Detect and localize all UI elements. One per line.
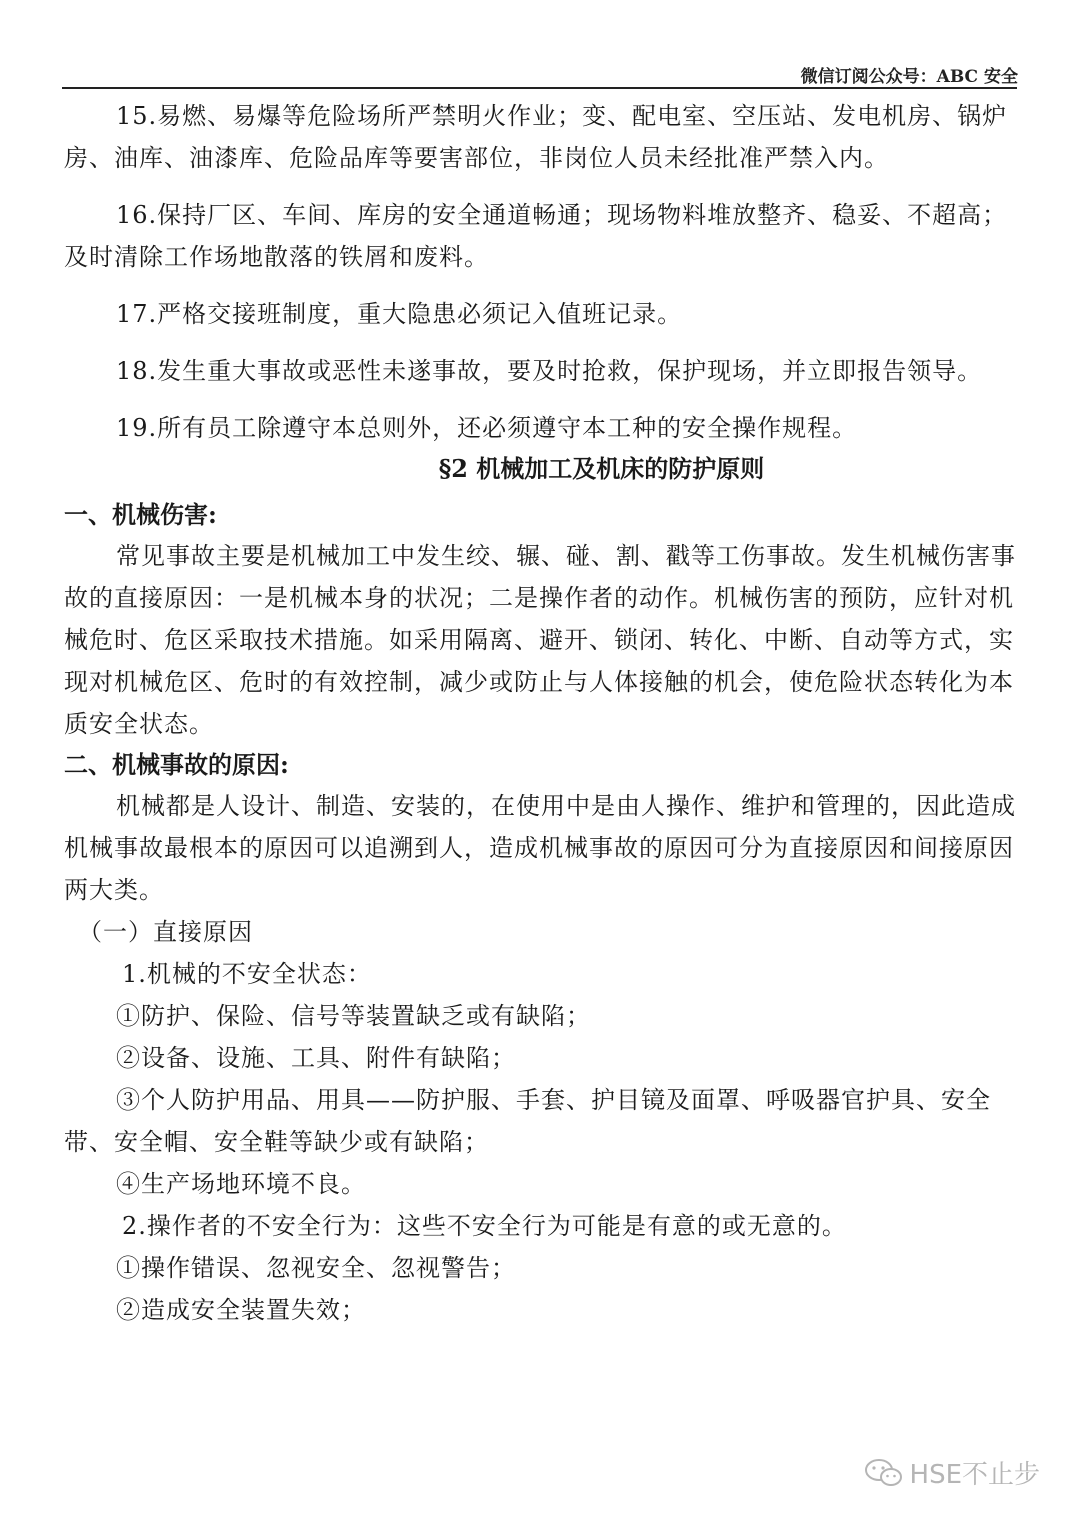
item1-list-item: ③个人防护用品、用具——防护服、手套、护目镜及面罩、呼吸器官护具、安全带、安全帽、安全鞋等缺少或有缺陷； (64, 1086, 991, 1156)
part2-body: 机械都是人设计、制造、安装的，在使用中是由人操作、维护和管理的，因此造成机械事故最根本的原因可以追溯到人，造成机械事故的原因可分为直接原因和间接原因两大类。 (64, 792, 1016, 904)
item1-list-item: ④生产场地环境不良。 (116, 1170, 366, 1198)
direct-cause-heading: （一）直接原因 (78, 918, 253, 946)
rule-16: 16.保持厂区、车间、库房的安全通道畅通；现场物料堆放整齐、稳妥、不超高；及时清除工作场地散落的铁屑和废料。 (64, 201, 1008, 271)
header-divider (62, 87, 1017, 89)
rule-19: 19.所有员工除遵守本总则外，还必须遵守本工种的安全操作规程。 (116, 414, 858, 442)
item2-title: 2.操作者的不安全行为：这些不安全行为可能是有意的或无意的。 (122, 1212, 847, 1240)
part1-body: 常见事故主要是机械加工中发生绞、辗、碰、割、戳等工伤事故。发生机械伤害事故的直接原因：一是机械本身的状况；二是操作者的动作。机械伤害的预防，应针对机械危时、危区采取技术措施。如采用隔离、避开、锁闭、转化、中断、自动等方式，实现对机械危区、危时的有效控制，减少或防止与人体接触的机会，使危险状态转化为本质安全状态。 (64, 542, 1016, 738)
rule-15: 15.易燃、易爆等危险场所严禁明火作业；变、配电室、空压站、发电机房、锅炉房、油库、油漆库、危险品库等要害部位，非岗位人员未经批准严禁入内。 (64, 102, 1008, 172)
section-title: §2 机械加工及机床的防护原则 (438, 454, 765, 483)
watermark-text: HSE不止步 (909, 1460, 1040, 1490)
item1-list-item: ②设备、设施、工具、附件有缺陷； (116, 1044, 516, 1072)
item2-list-item: ①操作错误、忽视安全、忽视警告； (116, 1254, 516, 1282)
rule-18: 18.发生重大事故或恶性未遂事故，要及时抢救，保护现场，并立即报告领导。 (116, 357, 983, 385)
watermark (864, 1454, 1040, 1491)
item1-title: 1.机械的不安全状态： (122, 960, 372, 988)
item1-list-item: ①防护、保险、信号等装置缺乏或有缺陷； (116, 1002, 591, 1030)
document-body (64, 95, 1019, 1331)
part1-heading: 一、机械伤害: (64, 500, 217, 529)
part2-heading: 二、机械事故的原因: (64, 750, 289, 779)
wechat-icon (864, 1457, 904, 1489)
item2-list-item: ②造成安全装置失效； (116, 1296, 366, 1324)
header-text: 微信订阅公众号：ABC 安全 (800, 67, 1018, 87)
rule-17: 17.严格交接班制度，重大隐患必须记入值班记录。 (116, 300, 683, 328)
